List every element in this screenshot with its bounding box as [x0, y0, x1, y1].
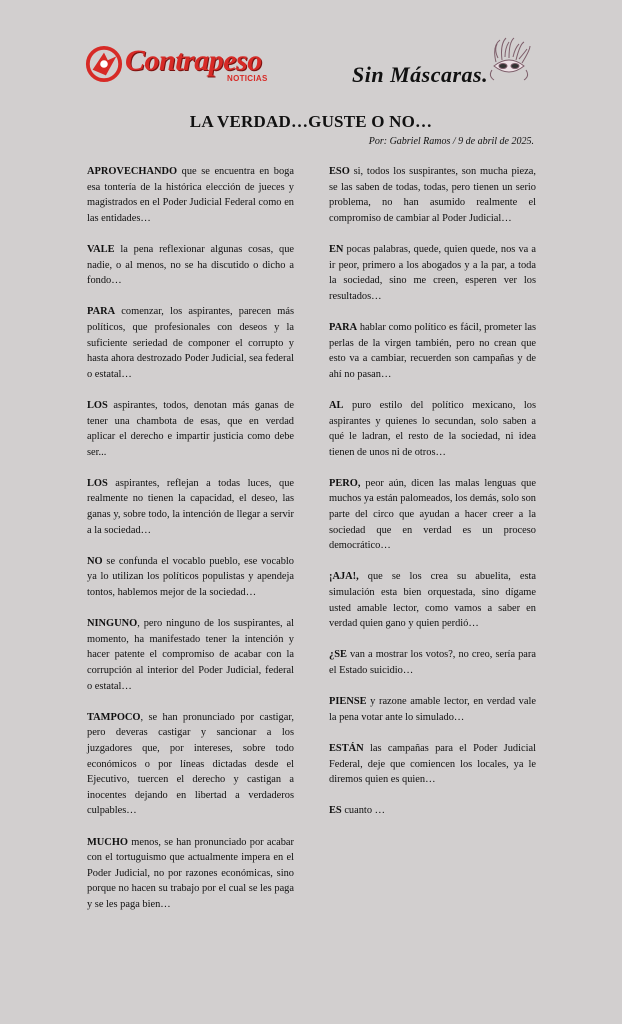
paragraph: ES cuanto …: [329, 805, 386, 817]
logo-text: Contrapeso: [125, 44, 262, 77]
article-title: LA VERDAD…GUSTE O NO…: [189, 112, 433, 131]
left-column: [87, 164, 294, 928]
paragraph: APROVECHANDO que se encuentra en boga esa tontería de la histórica elección de jueces y magistrados en el Poder Judicial Federal como en las entidades…: [87, 166, 294, 224]
paragraph: PARA hablar como político es fácil, prometer las perlas de la virgen también, pero no crean que esto va a cambiar, recuerden son campañas y de ahí no pasan…: [329, 321, 536, 380]
paragraph: TAMPOCO, se han pronunciado por castigar, pero deveras castigar y sancionar a los juzgadores que, por intereses, sobre todo económicos o por líneas dictadas desde el Ejecutivo, tuercen el derecho y castigan a inocentes dejando en libertad a verdaderos culpables…: [87, 711, 294, 817]
right-column: [329, 164, 536, 835]
paragraph: NINGUNO, pero ninguno de los suspirantes, al momento, ha manifestado tener la intención y hacer patente el compromiso de acabar con la corrupción al interior del Poder Judicial, federal o estatal…: [87, 618, 294, 692]
paragraph: ESTÁN las campañas para el Poder Judicial Federal, deje que comiencen los locales, ya le diremos quien es quien…: [329, 742, 536, 786]
paragraph: ¡AJA!, que se los crea su abuelita, esta simulación esta bien orquestada, sino dígame usted amable lector, como vamos a saber en verdad quien gano y quien perdió…: [329, 571, 536, 630]
paragraph: PIENSE y razone amable lector, en verdad vale la pena votar ante lo simulado…: [329, 696, 536, 723]
contrapeso-logo[interactable]: [85, 44, 268, 84]
article-byline: Por: Gabriel Ramos / 9 de abril de 2025.: [368, 136, 534, 147]
paragraph: PERO, peor aún, dicen las malas lenguas que muchos ya están palomeados, los demás, solo son parte del circo que ayudan a hacer creer a la sociedad que en verdad es un proceso democrático…: [329, 477, 536, 552]
paragraph: EN pocas palabras, quede, quien quede, nos va a ir peor, primero a los abogados y a la par, a toda la sociedad, sino me creen, esperen ver los resultados…: [329, 243, 536, 302]
paragraph: PARA comenzar, los aspirantes, parecen más políticos, que profesionales con deseos y la suficiente seriedad de componer el corrupto y hasta ahora destrozado Poder Judicial, sea federal o estatal…: [87, 306, 294, 380]
logo-subtitle: NOTICIAS: [227, 74, 268, 83]
carnival-mask-icon: [484, 36, 534, 86]
paragraph: ESO si, todos los suspirantes, son mucha pieza, se las saben de todas, todas, pero tienen un serio problema, no han asumido realmente el compromiso de cambiar al Poder Judicial…: [329, 166, 536, 224]
paragraph: AL puro estilo del político mexicano, los aspirantes y quienes lo secundan, solo saben a qué le ladran, el resto de la sociedad, ni idea tienen de unos ni de otros…: [329, 399, 536, 458]
paragraph: VALE la pena reflexionar algunas cosas, que nadie, o al menos, no se ha discutido o dicho a fondo…: [87, 243, 294, 287]
paragraph: MUCHO menos, se han pronunciado por acabar con el tortuguismo que actualmente impera en el Poder Judicial, no por razones económicas, sino porque no hacen su trabajo por el cual se les paga y se les paga bien…: [87, 836, 294, 910]
column-name: Sin Máscaras.: [352, 62, 489, 87]
contrapeso-logo-icon: [85, 45, 123, 83]
paragraph: LOS aspirantes, todos, denotan más ganas de tener una chambota de esas, que en verdad aplicar el derecho e impartir justicia como debe ser...: [87, 399, 294, 458]
paragraph: ¿SE van a mostrar los votos?, no creo, sería para el Estado suicidio…: [329, 649, 536, 676]
paragraph: LOS aspirantes, reflejan a todas luces, que realmente no tienen la capacidad, el deseo, las ganas y, sobre todo, la intención de llegar a servir a la sociedad…: [87, 477, 294, 536]
paragraph: NO se confunda el vocablo pueblo, ese vocablo ya lo utilizan los políticos populistas y apendeja tontos, hablemos mejor de la sociedad…: [87, 555, 294, 599]
